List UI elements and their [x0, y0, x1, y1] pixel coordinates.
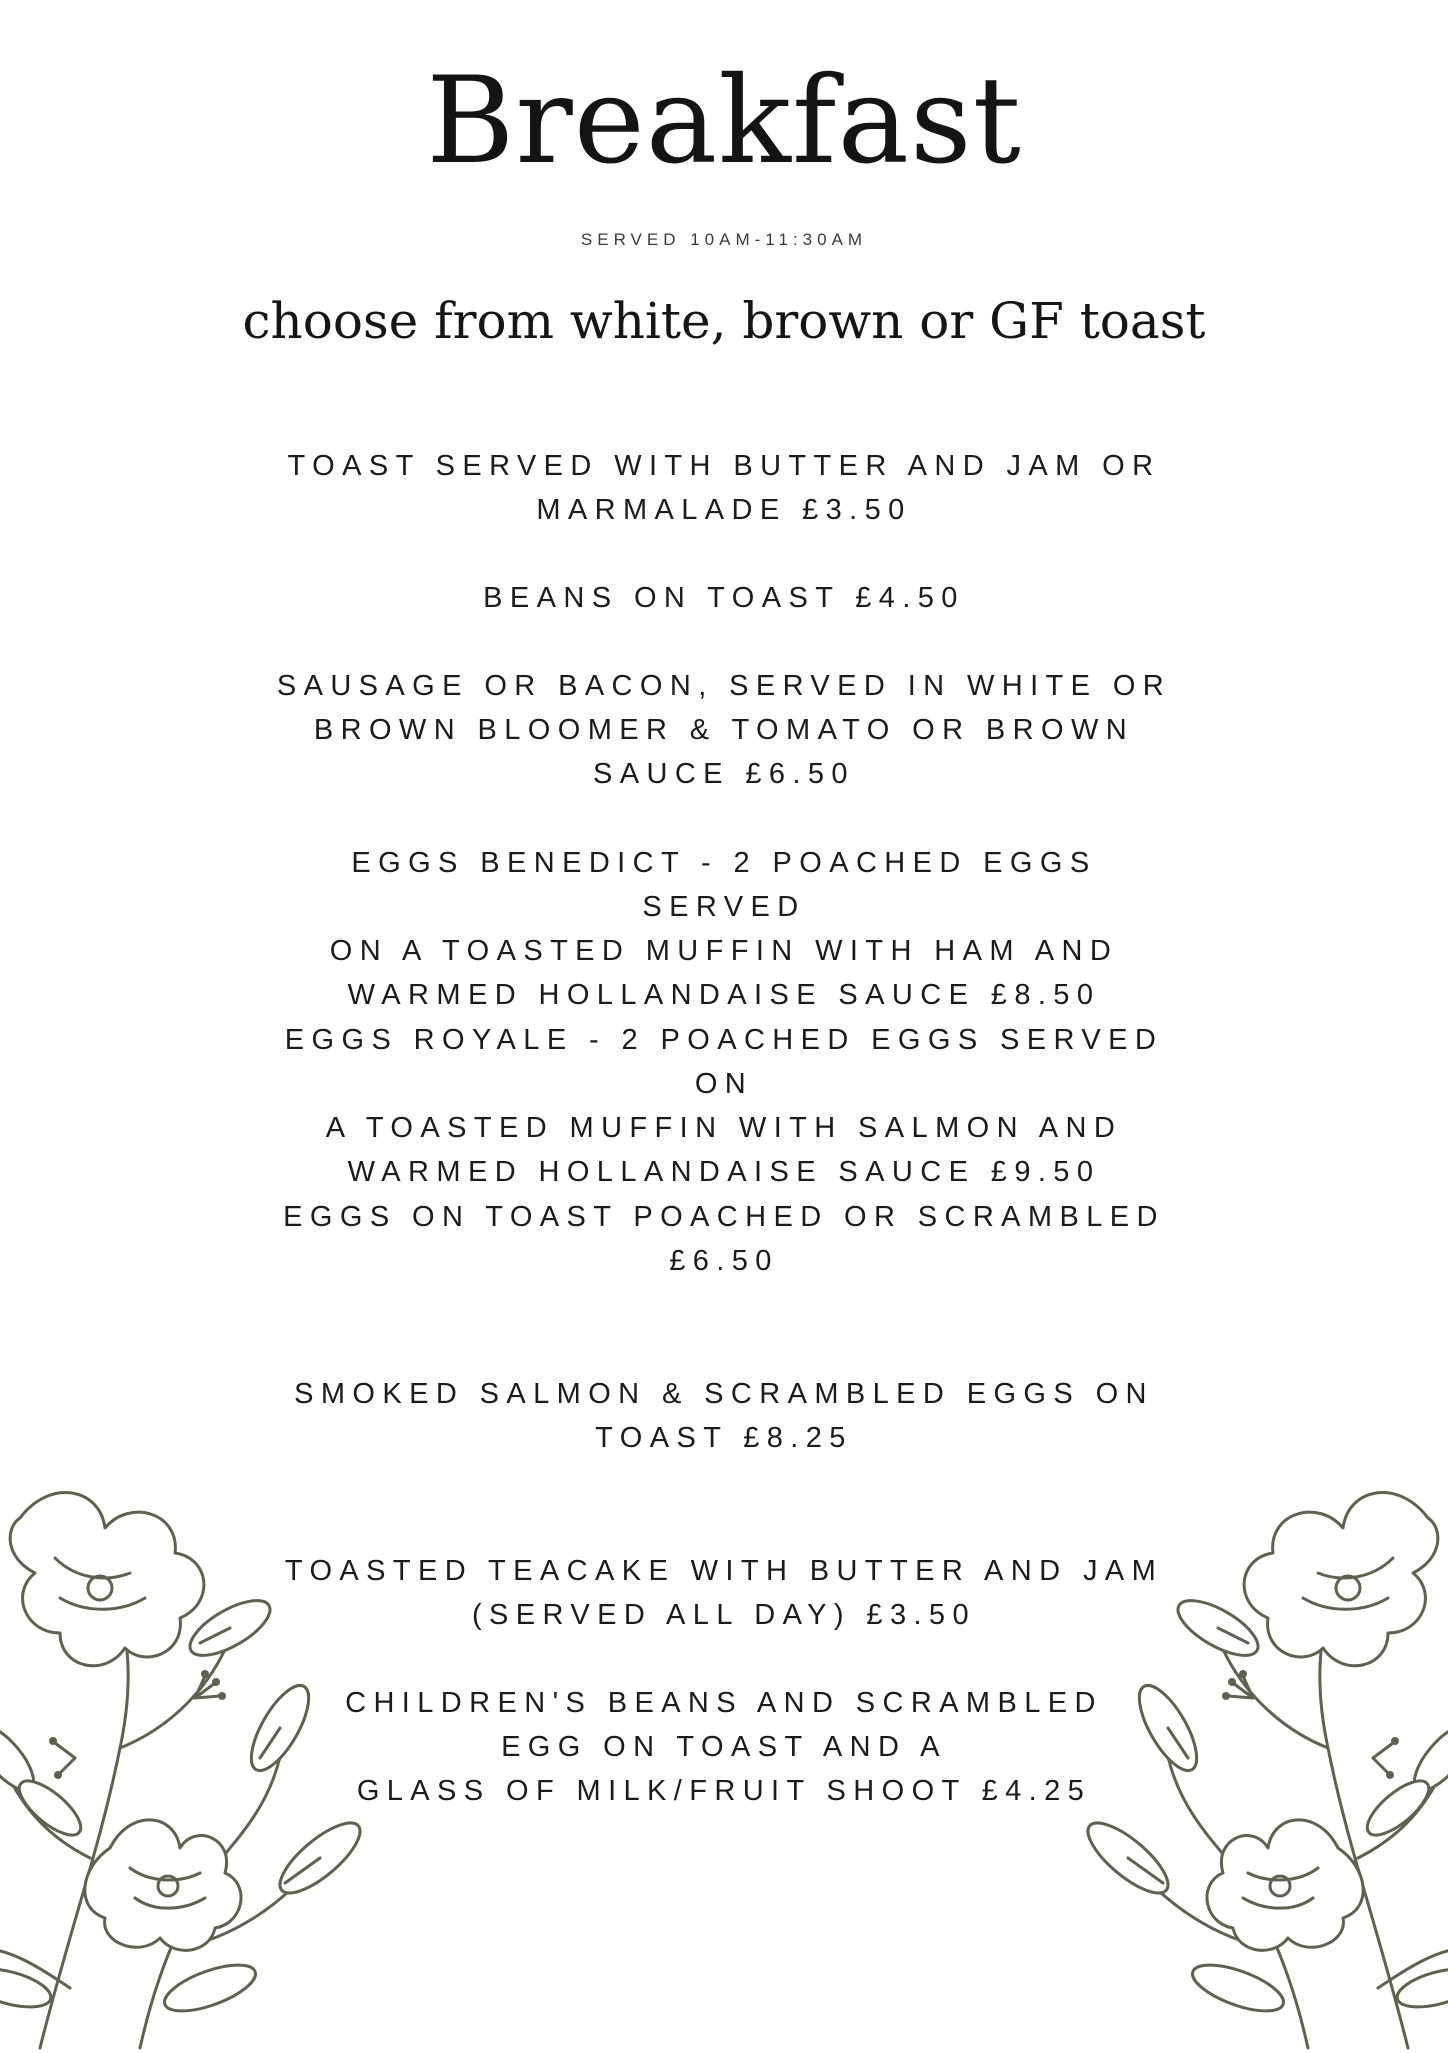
menu-item-eggs-benedict [274, 841, 1174, 1017]
menu-item-line: SAUCE £6.50 [593, 758, 855, 790]
menu-item-line: EGGS ROYALE - 2 POACHED EGGS SERVED ON [284, 1024, 1164, 1100]
menu-item-line: SAUSAGE OR BACON, SERVED IN WHITE OR [276, 670, 1172, 702]
toast-options-subtitle: choose from white, brown or GF toast [242, 292, 1206, 350]
menu-item-line: SMOKED SALMON & SCRAMBLED EGGS ON [294, 1378, 1154, 1410]
menu-item-beans-on-toast [274, 576, 1174, 620]
menu-item-line: MARMALADE £3.50 [536, 494, 912, 526]
menu-item-eggs-on-toast [274, 1195, 1174, 1283]
menu-item-toast [274, 444, 1174, 532]
menu-item-line: BEANS ON TOAST £4.50 [483, 582, 965, 614]
menu-item-line: WARMED HOLLANDAISE SAUCE £9.50 [347, 1156, 1101, 1188]
menu-item-line: EGGS ON TOAST POACHED OR SCRAMBLED [283, 1201, 1165, 1233]
menu-item-line: (SERVED ALL DAY) £3.50 [472, 1599, 976, 1631]
menu-item-line: GLASS OF MILK/FRUIT SHOOT £4.25 [356, 1775, 1092, 1807]
menu-item-line: ON A TOASTED MUFFIN WITH HAM AND [329, 935, 1119, 967]
serving-hours: SERVED 10AM-11:30AM [580, 230, 868, 249]
menu-item-line: EGG ON TOAST AND A [501, 1731, 947, 1763]
menu-item-toasted-teacake [274, 1549, 1174, 1637]
menu-item-sausage-or-bacon [274, 664, 1174, 796]
menu-item-line: A TOASTED MUFFIN WITH SALMON AND [325, 1112, 1123, 1144]
menu-item-childrens-breakfast [274, 1681, 1174, 1813]
menu-item-line: BROWN BLOOMER & TOMATO OR BROWN [313, 714, 1135, 746]
menu-item-line: £6.50 [669, 1245, 779, 1277]
menu-item-line: WARMED HOLLANDAISE SAUCE £8.50 [347, 979, 1101, 1011]
menu-item-line: EGGS BENEDICT - 2 POACHED EGGS SERVED [351, 847, 1097, 923]
menu-item-line: TOAST £8.25 [595, 1422, 853, 1454]
menu-item-eggs-royale [274, 1018, 1174, 1194]
menu-item-line: TOAST SERVED WITH BUTTER AND JAM OR [287, 450, 1161, 482]
menu-item-line: CHILDREN'S BEANS AND SCRAMBLED [345, 1687, 1103, 1719]
menu-item-line: TOASTED TEACAKE WITH BUTTER AND JAM [284, 1555, 1164, 1587]
menu-title: Breakfast [426, 52, 1022, 191]
